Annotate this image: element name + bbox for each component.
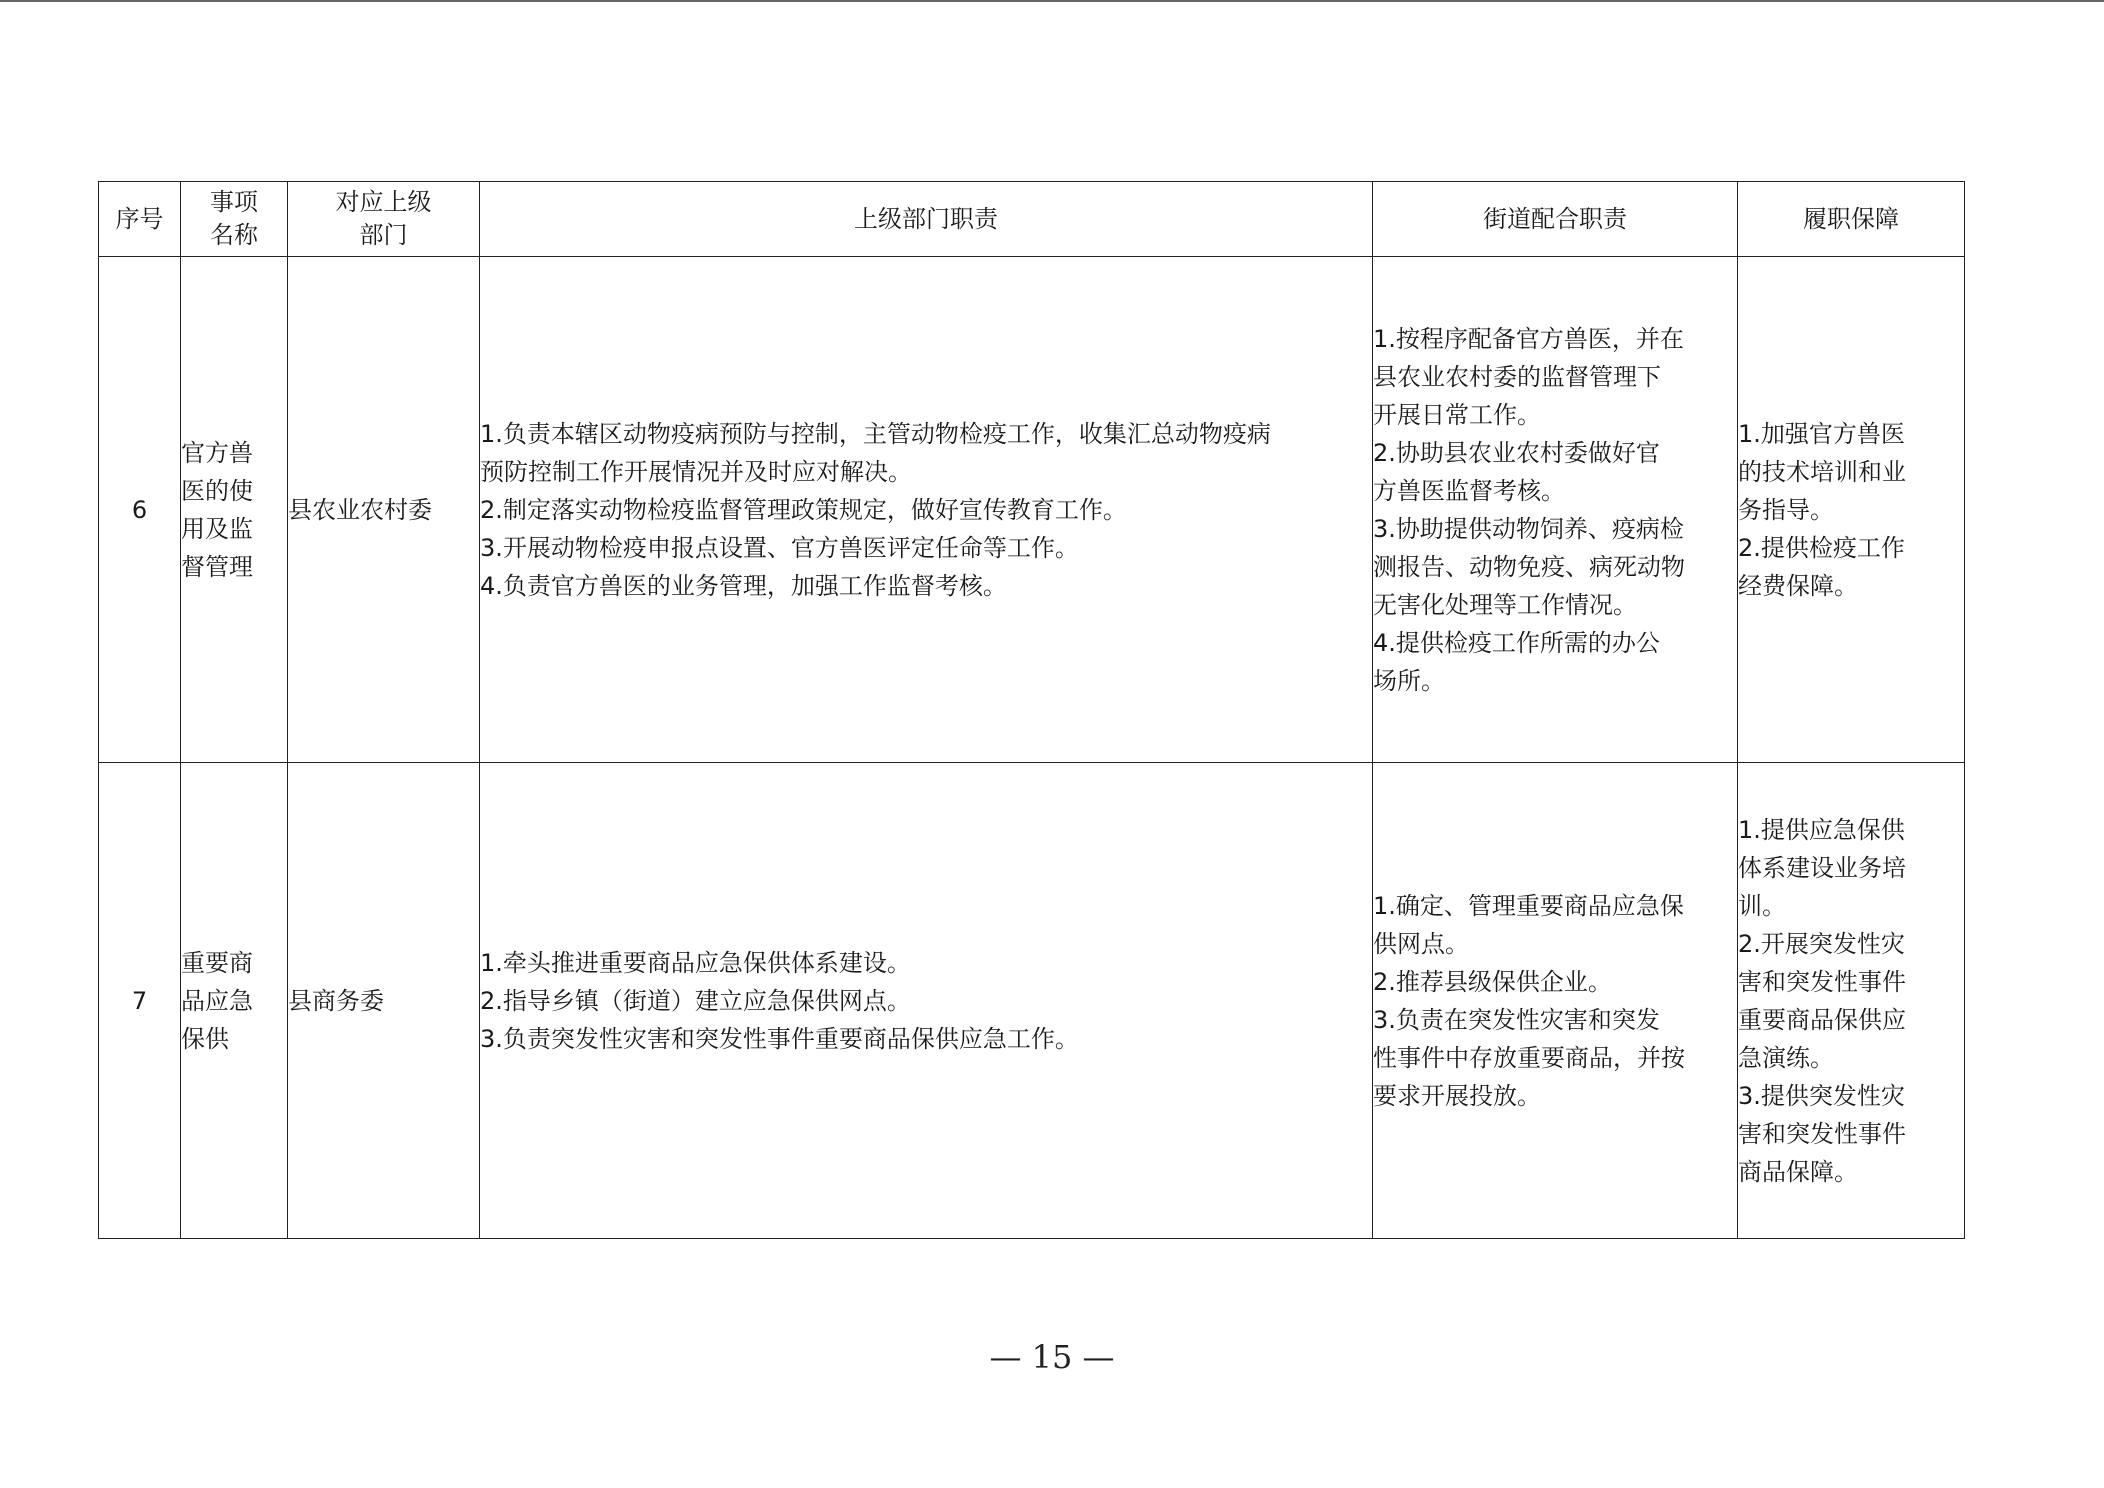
cell-line: 3.协助提供动物饲养、疫病检 [1373,514,1684,543]
header-dept-line: 对应上级 [335,188,432,216]
header-item-name [181,182,288,257]
header-guarantee: 履职保障 [1738,182,1965,257]
cell-seq: 6 [99,257,181,763]
cell-guarantee [1738,763,1965,1239]
cell-item-name [181,763,288,1239]
cell-line: 重要商品保供应 [1738,1005,1906,1034]
cell-line: 2.指导乡镇（街道）建立应急保供网点。 [480,986,911,1015]
cell-line: 重要商 [181,948,253,977]
cell-line: 方兽医监督考核。 [1373,476,1565,505]
header-upper-duty: 上级部门职责 [480,182,1373,257]
header-seq: 序号 [99,182,181,257]
top-border-line [0,0,2104,2]
cell-upper-duty [480,257,1373,763]
cell-line: 医的使 [181,476,253,505]
cell-line: 场所。 [1373,666,1445,695]
cell-line: 害和突发性事件 [1738,1119,1906,1148]
table-header-row [99,182,1965,257]
header-dept [288,182,480,257]
table-row [99,257,1965,763]
header-dept-line: 部门 [359,221,408,249]
cell-line: 保供 [181,1024,229,1053]
header-item-name-line: 事项 [210,188,258,216]
cell-line: 无害化处理等工作情况。 [1373,590,1637,619]
cell-line: 商品保障。 [1738,1157,1858,1186]
cell-line: 体系建设业务培 [1738,853,1906,882]
cell-line: 4.负责官方兽医的业务管理，加强工作监督考核。 [480,571,1007,600]
cell-line: 供网点。 [1373,929,1469,958]
table-row [99,763,1965,1239]
cell-line: 县农业农村委的监督管理下 [1373,362,1661,391]
cell-line: 3.提供突发性灾 [1738,1081,1905,1110]
cell-line: 1.负责本辖区动物疫病预防与控制，主管动物检疫工作，收集汇总动物疫病 [480,419,1271,448]
cell-line: 官方兽 [181,438,253,467]
cell-line: 用及监 [181,514,253,543]
cell-line: 2.制定落实动物检疫监督管理政策规定，做好宣传教育工作。 [480,495,1127,524]
cell-street-duty [1373,763,1738,1239]
cell-line: 1.确定、管理重要商品应急保 [1373,891,1684,920]
header-street-duty: 街道配合职责 [1373,182,1738,257]
duty-table [98,181,1965,1239]
cell-line: 品应急 [181,986,253,1015]
cell-line: 督管理 [181,552,253,581]
cell-line: 经费保障。 [1738,571,1858,600]
cell-dept: 县商务委 [288,763,480,1239]
cell-upper-duty [480,763,1373,1239]
cell-line: 2.提供检疫工作 [1738,533,1905,562]
cell-line: 性事件中存放重要商品，并按 [1373,1043,1685,1072]
cell-line: 3.负责在突发性灾害和突发 [1373,1005,1660,1034]
cell-item-name [181,257,288,763]
cell-guarantee [1738,257,1965,763]
cell-line: 2.推荐县级保供企业。 [1373,967,1612,996]
cell-line: 要求开展投放。 [1373,1081,1541,1110]
cell-line: 4.提供检疫工作所需的办公 [1373,628,1660,657]
page-number: — 15 — [989,1338,1115,1376]
cell-line: 测报告、动物免疫、病死动物 [1373,552,1685,581]
cell-line: 的技术培训和业 [1738,457,1906,486]
cell-street-duty [1373,257,1738,763]
cell-line: 1.牵头推进重要商品应急保供体系建设。 [480,948,911,977]
cell-seq: 7 [99,763,181,1239]
cell-line: 急演练。 [1738,1043,1834,1072]
cell-line: 2.开展突发性灾 [1738,929,1905,958]
cell-line: 3.负责突发性灾害和突发性事件重要商品保供应急工作。 [480,1024,1079,1053]
cell-line: 预防控制工作开展情况并及时应对解决。 [480,457,912,486]
cell-line: 1.按程序配备官方兽医，并在 [1373,324,1684,353]
cell-line: 害和突发性事件 [1738,967,1906,996]
cell-line: 1.提供应急保供 [1738,815,1905,844]
cell-line: 务指导。 [1738,495,1834,524]
cell-dept: 县农业农村委 [288,257,480,763]
cell-line: 3.开展动物检疫申报点设置、官方兽医评定任命等工作。 [480,533,1079,562]
header-item-name-line: 名称 [210,221,258,249]
cell-line: 2.协助县农业农村委做好官 [1373,438,1660,467]
cell-line: 1.加强官方兽医 [1738,419,1905,448]
cell-line: 开展日常工作。 [1373,400,1541,429]
cell-line: 训。 [1738,891,1786,920]
